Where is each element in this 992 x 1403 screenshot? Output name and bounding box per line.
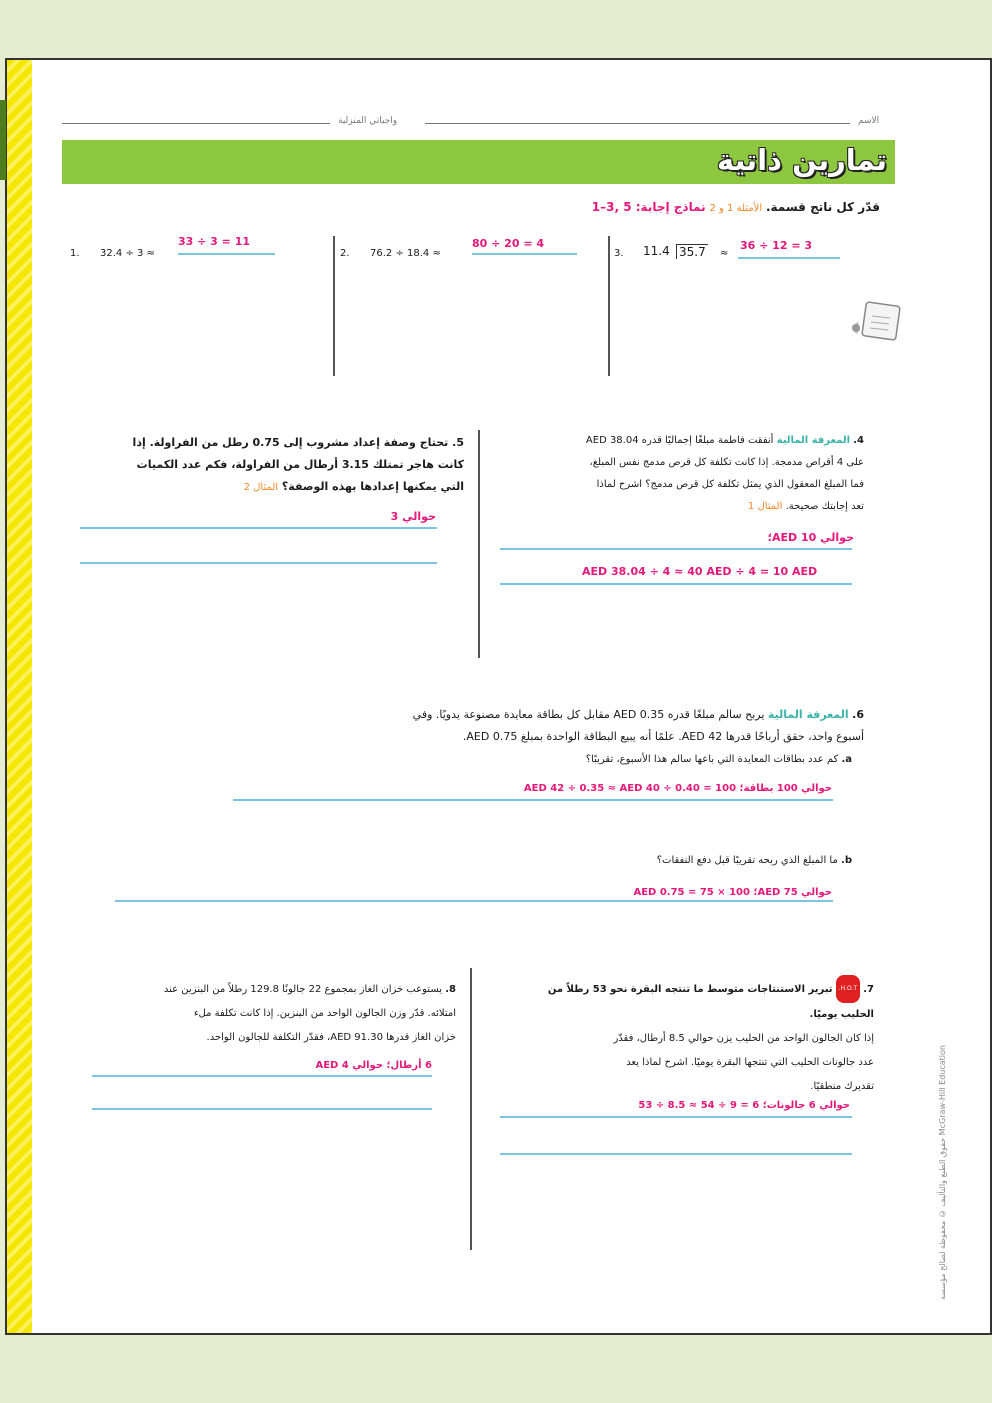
ex6-a-answer: حوالي 100 بطاقة؛ AED 42 ÷ 0.35 ≈ AED 40 ÷ 0.40 = 100 xyxy=(523,783,832,794)
ex6-b-text: ما المبلغ الذي ربحه تقريبًا قبل دفع النفقات؟ xyxy=(656,855,838,866)
ex7-answer-line-2[interactable] xyxy=(500,1153,852,1155)
title-band xyxy=(62,140,895,184)
ex8-answer-line-2[interactable] xyxy=(92,1108,432,1110)
ex5-block xyxy=(74,432,464,499)
divider-7-8 xyxy=(470,968,472,1250)
ex4-answer-line-2[interactable] xyxy=(500,583,852,585)
ex2-answer-line[interactable] xyxy=(472,253,577,255)
ex7-text-1: متوسط ما تنتجه البقرة نحو 53 رطلاً من xyxy=(547,984,745,995)
ex8-block xyxy=(61,978,456,1050)
ex6-text-1: يربح سالم مبلغًا قدره AED 0.35 مقابل كل بطاقة معايدة مصنوعة يدويًا. وفي xyxy=(412,708,765,721)
ex7-answer: حوالي 6 جالونات؛ 6 = 9 ÷ 54 ≈ 8.5 ÷ 53 xyxy=(638,1100,850,1111)
ex6-number: 6. xyxy=(852,708,864,721)
ex2-number: 2. xyxy=(340,248,350,259)
ex3-number: 3. xyxy=(614,248,624,259)
divider-1 xyxy=(333,236,335,376)
ex5-answer-line-1[interactable] xyxy=(80,527,437,529)
ex5-line3 xyxy=(74,476,464,499)
ex7-answer-line-1[interactable] xyxy=(500,1116,852,1118)
ex1-answer-line[interactable] xyxy=(178,253,275,255)
ex3-answer: 36 ÷ 12 = 3 xyxy=(740,239,813,252)
ex7-topic: تبرير الاستنتاجات xyxy=(747,984,833,995)
ex8-line1 xyxy=(61,978,456,1002)
ex8-text-3: خزان الغاز قدرها AED 91.30، فقدّر التكلفة للجالون الواحد. xyxy=(206,1032,456,1043)
ex6-block xyxy=(224,704,864,748)
ex4-line1 xyxy=(484,430,864,452)
instruction-hint: الأمثلة 1 و 2 xyxy=(709,203,763,214)
ex2-answer: 80 ÷ 20 = 4 xyxy=(472,237,545,250)
ex2-expression: 76.2 ÷ 18.4 ≈ xyxy=(370,248,441,259)
ex5-answer: حوالي 3 xyxy=(390,510,436,523)
ex8-answer: 6 أرطال؛ حوالي AED 4 xyxy=(315,1060,432,1071)
ex6-line1 xyxy=(224,704,864,726)
ex4-text-4: تعد إجابتك صحيحة. xyxy=(785,501,864,512)
ex6-part-a xyxy=(586,754,852,765)
header-name-label: الاسم xyxy=(858,116,880,126)
green-edge-tab xyxy=(0,100,6,180)
ex8-answer-line-1[interactable] xyxy=(92,1075,432,1077)
ex4-text-3: فما المبلغ المعقول الذي يمثل تكلفة كل قرص مدمج؟ اشرح لماذا xyxy=(596,479,864,490)
ex3-dividend: 35.7 xyxy=(676,244,708,259)
ex7-line1 xyxy=(499,975,874,1003)
ex5-text-2: كانت هاجر تمتلك 3.15 أرطال من الفراولة، فكم عدد الكميات xyxy=(136,458,464,471)
ex6-a-label: a. xyxy=(841,754,852,765)
ex4-text-2: على 4 أقراص مدمجة. إذا كانت تكلفة كل قرص مدمج نفس المبلغ، xyxy=(589,457,864,468)
ex6-a-text: كم عدد بطاقات المعايدة التي باعها سالم هذا الأسبوع، تقريبًا؟ xyxy=(585,754,839,765)
divider-4-5 xyxy=(478,430,480,658)
ex7-block xyxy=(499,975,874,1099)
ex4-number: 4. xyxy=(853,435,864,446)
header-rule-left xyxy=(62,123,330,124)
ex6-b-label: b. xyxy=(841,855,852,866)
ex6-topic: المعرفة المالية xyxy=(767,708,849,721)
yellow-side-strip xyxy=(7,60,32,1333)
ex7-text-3: إذا كان الجالون الواحد من الحليب يزن حوالي 8.5 أرطال، فقدّر xyxy=(613,1033,874,1044)
ex8-text-1: يستوعب خزان الغاز بمجموع 22 جالونًا 129.8 رطلاً من البنزين عند xyxy=(163,984,443,995)
ex5-answer-line-2[interactable] xyxy=(80,562,437,564)
instruction-line xyxy=(592,200,880,214)
ex8-text-2: امتلائه. قدّر وزن الجالون الواحد من البنزين. إذا كانت تكلفة ملء xyxy=(193,1008,456,1019)
ex7-number: 7. xyxy=(863,984,874,995)
ex5-text-3: التي يمكنها إعدادها بهذه الوصفة؟ xyxy=(281,480,464,493)
ex3-divisor: 11.4 xyxy=(643,244,670,258)
instruction-main: قدّر كل ناتج قسمة. xyxy=(765,200,880,214)
ex8-number: 8. xyxy=(445,984,456,995)
ex4-topic: المعرفة المالية xyxy=(776,435,851,446)
ex1-expression: 32.4 ÷ 3 ≈ xyxy=(100,248,155,259)
ex4-hint: المثال 1 xyxy=(747,501,783,512)
page-title: تمارين ذاتية xyxy=(716,143,887,177)
ex4-answer-line-1[interactable] xyxy=(500,548,852,550)
ex7-text-4: عدد جالونات الحليب التي تنتجها البقرة يوميًا. اشرح لماذا يعد xyxy=(626,1057,874,1068)
ex5-number: 5. xyxy=(452,436,464,449)
ex4-answer-1: حوالي AED 10؛ xyxy=(767,531,854,544)
ex7-text-2: الحليب يوميًا. xyxy=(809,1009,874,1020)
copyright-side-note: حقوق الطبع والتأليف © محفوظة لصالح مؤسسة McGraw-Hill Education xyxy=(938,1045,947,1300)
hot-badge-icon: H.O.T. xyxy=(836,975,860,1003)
ex3-answer-line[interactable] xyxy=(738,257,840,259)
ex1-number: 1. xyxy=(70,248,80,259)
ex6-b-answer: حوالي AED 75؛ AED 0.75 = 75 × 100 xyxy=(633,887,832,898)
ex3-approx: ≈ xyxy=(720,248,729,259)
ex5-line1 xyxy=(74,432,464,454)
ex6-a-answer-line[interactable] xyxy=(233,799,833,801)
ex6-text-2: أسبوع واحد، حقق أرباحًا قدرها AED 42. علمًا أنه يبيع البطاقة الواحدة بمبلغ AED 0.75. xyxy=(462,730,864,743)
ex1-answer: 33 ÷ 3 = 11 xyxy=(178,235,251,248)
header-rule-right xyxy=(425,123,850,124)
ex5-text-1: تحتاج وصفة إعداد مشروب إلى 0.75 رطل من الفراولة. إذا xyxy=(132,436,449,449)
ex4-text-1: أنفقت فاطمة مبلغًا إجماليًا قدره AED 38.04 xyxy=(585,435,774,446)
header-mid-label: واجباتي المنزلية xyxy=(338,116,398,126)
ex7-text-5: تقديرك منطقيًا. xyxy=(810,1081,874,1092)
ex6-part-b xyxy=(657,855,852,866)
ex4-block xyxy=(484,430,864,518)
instruction-sample: نماذج إجابة: 5 ,3–1 xyxy=(591,200,706,214)
help-card-icon[interactable] xyxy=(846,300,906,348)
ex4-answer-2: AED 38.04 ÷ 4 ≈ 40 AED ÷ 4 = 10 AED xyxy=(582,565,818,578)
ex5-hint: المثال 2 xyxy=(243,482,279,493)
ex6-b-answer-line[interactable] xyxy=(115,900,833,902)
divider-2 xyxy=(608,236,610,376)
ex4-line4 xyxy=(484,496,864,518)
